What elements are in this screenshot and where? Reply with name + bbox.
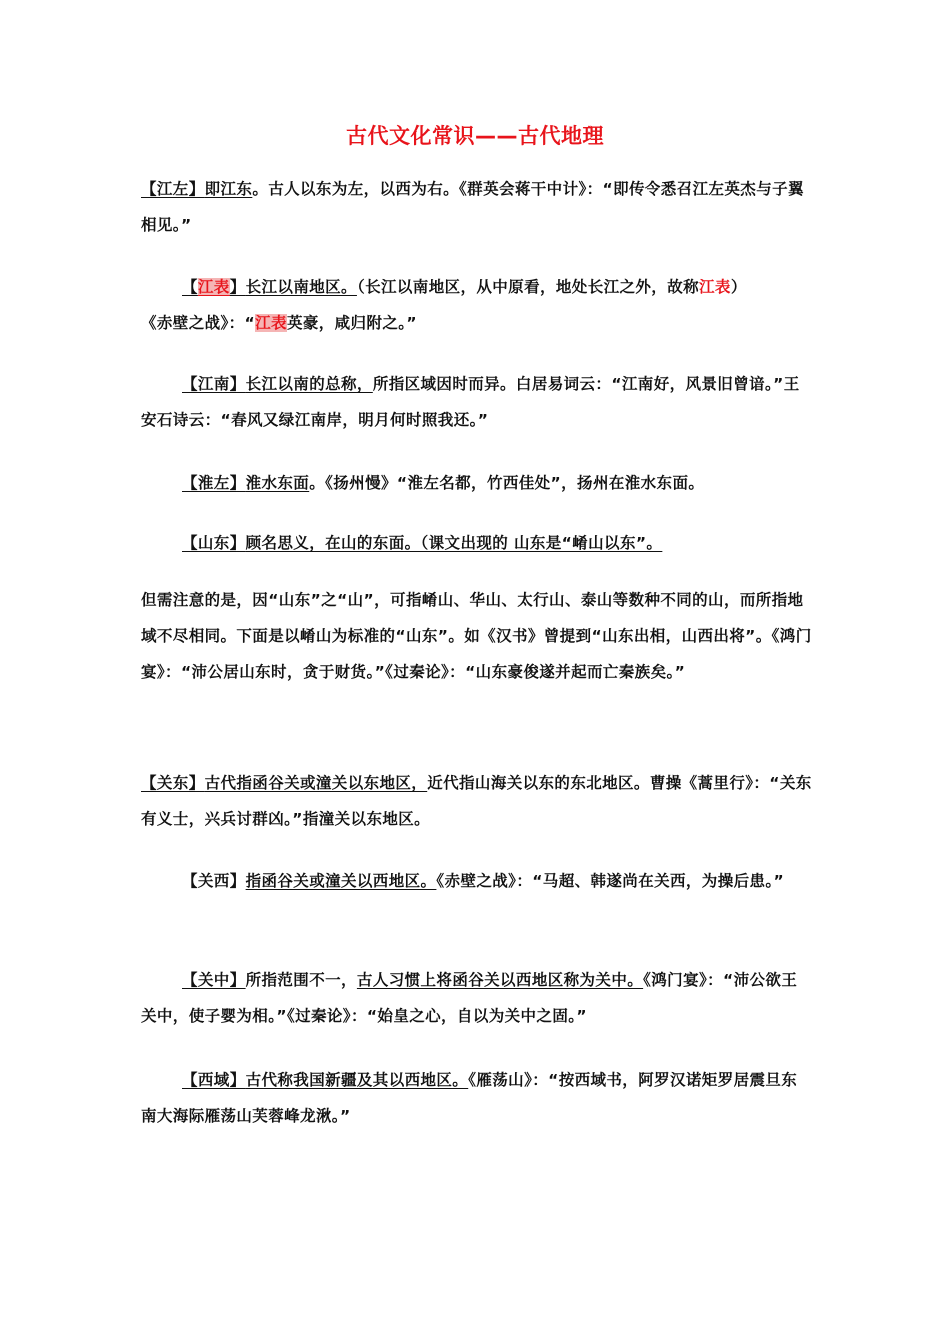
entry-note: （长江以南地区，从中原看，地处长江之外，故称 [356, 278, 699, 296]
entry-term-close: 】 [229, 278, 246, 296]
entry-quote-term: 江表 [255, 314, 287, 332]
entry-guanzhong [141, 962, 813, 1034]
entry-line [141, 305, 813, 341]
entry-note-close: ） [730, 278, 747, 296]
entry-line [141, 269, 813, 305]
entry-body: 。古人以东为左，以西为右。《群英会蒋干中计》：“即传令悉召江左英杰与子翼相见。” [141, 180, 804, 234]
entry-prefix: 所指范围不一， [245, 971, 357, 989]
entry-definition: 古代称我国新疆及其以西地区。 [245, 1071, 469, 1089]
entry-huaizuo [141, 465, 813, 501]
entry-guandong [141, 765, 813, 837]
entry-term: 【关西】 [182, 872, 246, 890]
entry-term: 【关中】 [182, 971, 246, 989]
entry-term-open: 【 [182, 278, 198, 296]
entry-xiyu [141, 1062, 813, 1134]
entry-definition: 指函谷关或潼关以西地区。 [245, 872, 437, 890]
entry-definition: 长江以南的总称， [245, 375, 373, 393]
entry-definition: 长江以南地区。 [245, 278, 357, 296]
entry-definition: 古人习惯上将函谷关以西地区称为关中。 [356, 971, 644, 989]
entry-term-highlight: 江表 [197, 278, 230, 296]
entry-shandong-body: 但需注意的是，因“山东”之“山”，可指崤山、华山、太行山、泰山等数种不同的山，而所指地域不尽相同。下面是以崤山为标准的“山东”。如《汉书》曾提到“山东出相，山西出将”。《鸿门宴》：“沛公居山东时，贪于财货。”《过秦论》：“山东豪俊遂并起而亡秦族矣。” [141, 591, 812, 681]
entry-shandong-head [141, 525, 813, 561]
entry-note-term: 江表 [699, 278, 731, 296]
entry-body: 《雁荡山》：“按西域书，阿罗汉诺矩罗居震旦东南大海际雁荡山芙蓉峰龙湫。” [141, 1071, 798, 1125]
entry-quote-open: 《赤壁之战》：“ [141, 314, 256, 332]
entry-body: 《鸿门宴》：“沛公欲王关中，使子婴为相。”《过秦论》：“始皇之心，自以为关中之固。” [141, 971, 798, 1025]
entry-definition: 顾名思义，在山的东面。（课文出现的 山东是“崤山以东”。 [245, 534, 663, 552]
entry-quote-rest: 英豪，咸归附之。” [286, 314, 417, 332]
entry-term: 【江左】 [141, 180, 205, 198]
entry-definition: 即江东 [204, 180, 253, 198]
entry-term: 【关东】 [141, 774, 205, 792]
entry-jiangbiao [141, 269, 813, 341]
entry-body: 《赤壁之战》：“马超、韩遂尚在关西，为操后患。” [436, 872, 785, 890]
entry-term: 【江南】 [182, 375, 246, 393]
entry-body: 所指区域因时而异。白居易词云：“江南好，风景旧曾谙。”王安石诗云：“春风又绿江南岸，明月何时照我还。” [141, 375, 800, 429]
entry-guanxi [141, 863, 813, 899]
entry-body: 。《扬州慢》“淮左名都，竹西佳处”，扬州在淮水东面。 [309, 474, 705, 492]
entry-jiangzuo [141, 171, 813, 243]
entry-term: 【淮左】 [182, 474, 246, 492]
entry-term: 【山东】 [182, 534, 246, 552]
entry-term: 【西域】 [182, 1071, 246, 1089]
entry-jiangnan [141, 366, 813, 438]
page-title: 古代文化常识——古代地理 [346, 124, 604, 148]
entry-definition: 淮水东面 [245, 474, 310, 492]
entry-definition: 古代指函谷关或潼关以东地区， [204, 774, 428, 792]
entry-body: 近代指山海关以东的东北地区。曹操《蒿里行》：“关东有义士，兴兵讨群凶。”指潼关以东地区。 [141, 774, 812, 828]
